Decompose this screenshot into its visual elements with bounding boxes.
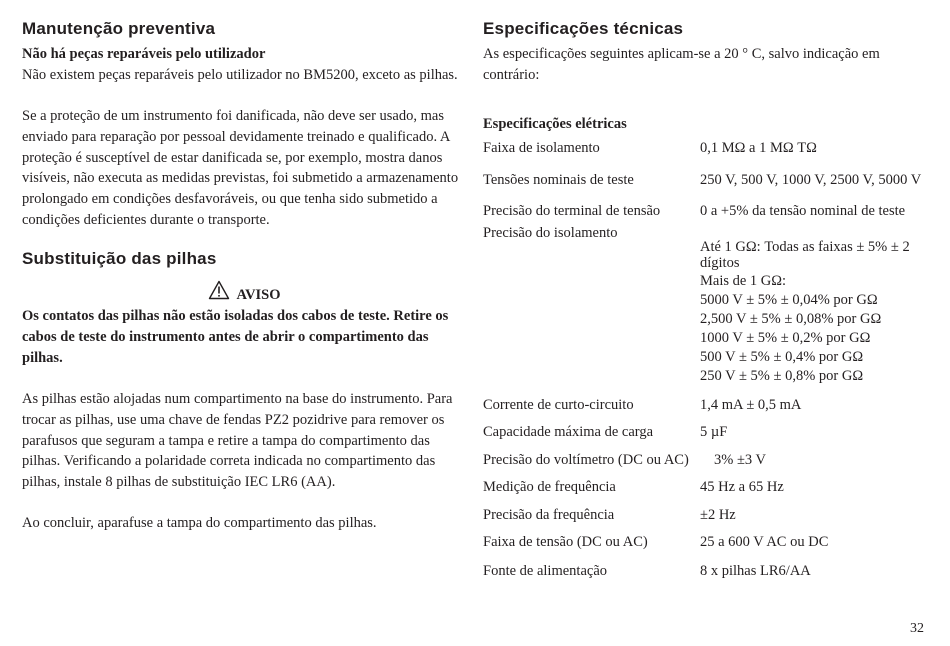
spec-value-line: 500 V ± 5% ± 0,4% por GΩ [700,348,864,365]
maintenance-heading: Manutenção preventiva [22,19,216,38]
spec-row [483,225,933,386]
spec-row [483,534,933,551]
spec-value: 0 a +5% da tensão nominal de teste [700,203,906,220]
spec-row [483,172,933,189]
spec-value: 25 a 600 V AC ou DC [700,534,829,551]
spec-label: Precisão do isolamento [483,224,618,241]
spec-row [483,397,933,414]
warning-text: Os contatos das pilhas não estão isoladas dos cabos de teste. Retire os cabos de teste do instrumento antes de abrir o compartimento das pilhas. [22,308,449,366]
spec-value: 250 V, 500 V, 1000 V, 2500 V, 5000 V [700,171,922,188]
spec-label: Fonte de alimentação [483,562,608,579]
spec-value: 0,1 MΩ a 1 MΩ TΩ [700,140,817,157]
specs-heading: Especificações técnicas [483,19,684,38]
maintenance-paragraph-1: Não existem peças reparáveis pelo utilizador no BM5200, exceto as pilhas. [22,66,458,83]
spec-value: 1,4 mA ± 0,5 mA [700,396,802,413]
spec-row [483,479,933,496]
battery-heading: Substituição das pilhas [22,249,217,269]
spec-value-line: 2,500 V ± 5% ± 0,08% por GΩ [700,310,882,327]
warning-triangle-icon [208,280,230,300]
spec-row [483,203,933,220]
specs-intro: As especificações seguintes aplicam-se a 20 ° C, salvo indicação em contrário: [483,46,880,83]
spec-value: ±2 Hz [700,506,736,523]
spec-row [483,563,933,580]
warning-header [22,280,467,306]
spec-value-line: Até 1 GΩ: Todas as faixas ± 5% ± 2 dígitos [700,238,910,272]
insulation-accuracy-detail [700,225,933,386]
spec-value-line: 5000 V ± 5% ± 0,04% por GΩ [700,291,878,308]
left-column [22,14,467,534]
electrical-specs-heading: Especificações elétricas [483,116,627,133]
right-column [483,14,933,579]
page-number: 32 [910,621,924,636]
spec-value-line: 1000 V ± 5% ± 0,2% por GΩ [700,329,871,346]
spec-label: Faixa de isolamento [483,140,600,157]
spec-value: 5 µF [700,424,728,441]
warning-label: AVISO [236,287,281,304]
battery-paragraph-2: Ao concluir, aparafuse a tampa do compartimento das pilhas. [22,515,377,532]
spec-value-line: Mais de 1 GΩ: [700,272,787,289]
spec-value: 8 x pilhas LR6/AA [700,562,811,579]
spec-label: Precisão do voltímetro (DC ou AC) [483,451,689,468]
spec-row [483,452,933,469]
battery-paragraph-1: As pilhas estão alojadas num compartimento na base do instrumento. Para trocar as pilhas, use uma chave de fendas PZ2 pozidrive para remover os parafusos que seguram a tampa e retire a tampa do compartimento das pilhas. Verificando a polaridade correta indicada no compartimento das pilhas, instale 8 pilhas de substituição IEC LR6 (AA). [22,391,453,490]
spec-value: 45 Hz a 65 Hz [700,479,784,496]
spec-label: Precisão da frequência [483,506,615,523]
spec-value: 3% ±3 V [714,451,766,468]
spec-value-line: 250 V ± 5% ± 0,8% por GΩ [700,367,864,384]
maintenance-subheading: Não há peças reparáveis pelo utilizador [22,46,266,62]
spec-row [483,140,933,157]
spec-label: Tensões nominais de teste [483,171,634,188]
spec-label: Capacidade máxima de carga [483,424,654,441]
spec-row [483,424,933,441]
spec-row [483,507,933,524]
spec-label: Faixa de tensão (DC ou AC) [483,534,648,551]
maintenance-paragraph-2: Se a proteção de um instrumento foi danificada, não deve ser usado, mas enviado para reparação por pessoal devidamente treinado e qualificado. A proteção é susceptível de estar danificada se, por exemplo, mostra danos visíveis, não executa as medidas previstas, foi submetido a armazenamento prolongado em condições desfavoráveis, ou que tenha sido submetido a condições deficientes durante o transporte. [22,108,459,228]
spec-label: Precisão do terminal de tensão [483,203,661,220]
spec-label: Corrente de curto-circuito [483,396,634,413]
spec-label: Medição de frequência [483,479,616,496]
